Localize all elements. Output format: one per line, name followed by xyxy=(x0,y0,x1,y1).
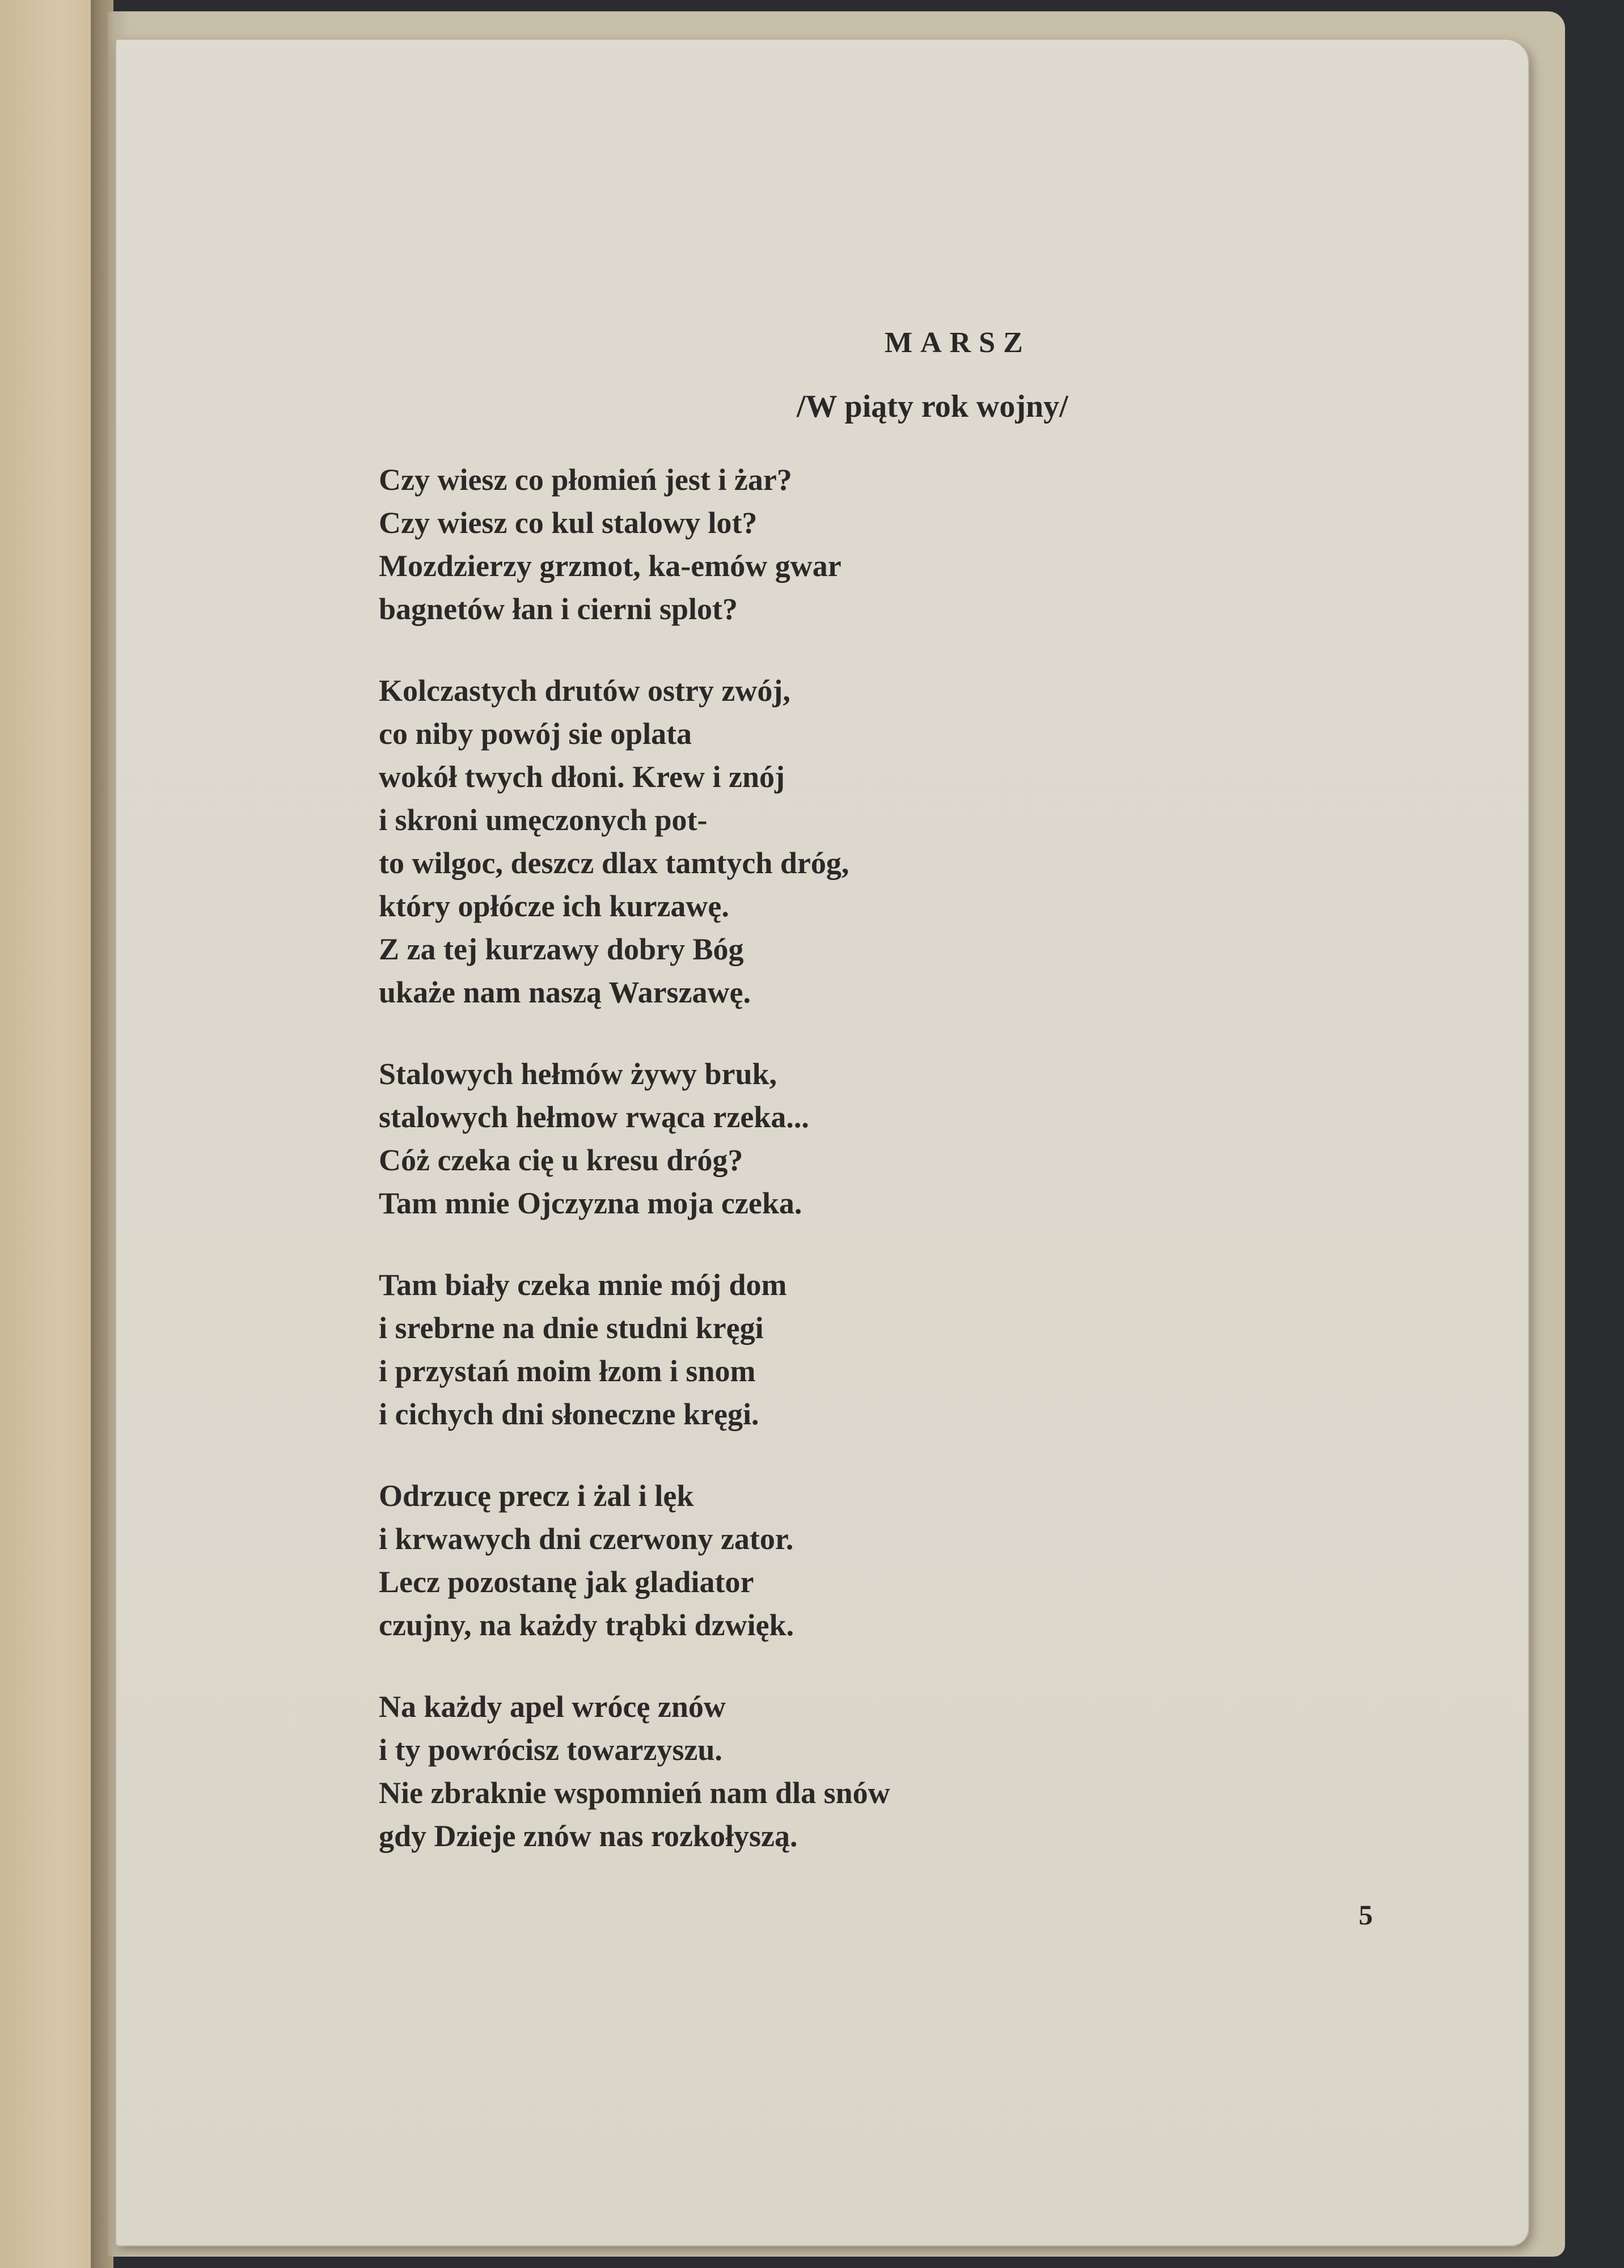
poem-line: Z za tej kurzawy dobry Bóg xyxy=(379,932,744,966)
poem-line: i srebrne na dnie studni kręgi xyxy=(379,1311,764,1345)
poem-stanza xyxy=(379,669,890,1014)
poem-stanza xyxy=(379,1685,890,1857)
poem-line: i skroni umęczonych pot- xyxy=(379,803,708,837)
poem-line: ukaże nam naszą Warszawę. xyxy=(379,975,751,1009)
page-number: 5 xyxy=(1359,1899,1373,1931)
poem-line: Mozdzierzy grzmot, ka-emów gwar xyxy=(379,549,841,583)
poem-line: gdy Dzieje znów nas rozkołyszą. xyxy=(379,1819,798,1853)
poem-line: Na każdy apel wrócę znów xyxy=(379,1690,726,1724)
poem-line: Kolczastych drutów ostry zwój, xyxy=(379,674,790,708)
poem-line: i krwawych dni czerwony zator. xyxy=(379,1522,794,1556)
poem-title: MARSZ xyxy=(885,327,1031,359)
poem-stanza xyxy=(379,1263,890,1436)
poem-line: Lecz pozostanę jak gladiator xyxy=(379,1565,754,1599)
poem-line: bagnetów łan i cierni splot? xyxy=(379,592,738,626)
poem-line: Tam biały czeka mnie mój dom xyxy=(379,1268,787,1302)
poem-line: to wilgoc, deszcz dlax tamtych dróg, xyxy=(379,846,849,880)
poem-line: Tam mnie Ojczyzna moja czeka. xyxy=(379,1186,802,1220)
poem-line: który opłócze ich kurzawę. xyxy=(379,889,729,923)
poem-line: i przystań moim łzom i snom xyxy=(379,1354,756,1388)
poem-body xyxy=(379,458,890,1896)
poem-stanza xyxy=(379,1052,890,1225)
poem-stanza xyxy=(379,1474,890,1647)
poem-subtitle: /W piąty rok wojny/ xyxy=(797,389,1068,424)
poem-line: Cóż czeka cię u kresu dróg? xyxy=(379,1143,743,1177)
poem-stanza xyxy=(379,458,890,631)
poem-line: Czy wiesz co płomień jest i żar? xyxy=(379,463,792,497)
poem-line: Nie zbraknie wspomnień nam dla snów xyxy=(379,1776,890,1810)
poem-line: i cichych dni słoneczne kręgi. xyxy=(379,1397,759,1431)
poem-line: i ty powrócisz towarzyszu. xyxy=(379,1733,722,1767)
poem-line: Odrzucę precz i żal i lęk xyxy=(379,1479,694,1513)
poem-line: co niby powój sie oplata xyxy=(379,717,692,751)
poem-line: czujny, na każdy trąbki dzwięk. xyxy=(379,1608,794,1642)
poem-line: stalowych hełmow rwąca rzeka... xyxy=(379,1100,809,1134)
poem-line: Czy wiesz co kul stalowy lot? xyxy=(379,506,758,540)
poem-line: Stalowych hełmów żywy bruk, xyxy=(379,1057,777,1091)
poem-line: wokół twych dłoni. Krew i znój xyxy=(379,760,785,794)
